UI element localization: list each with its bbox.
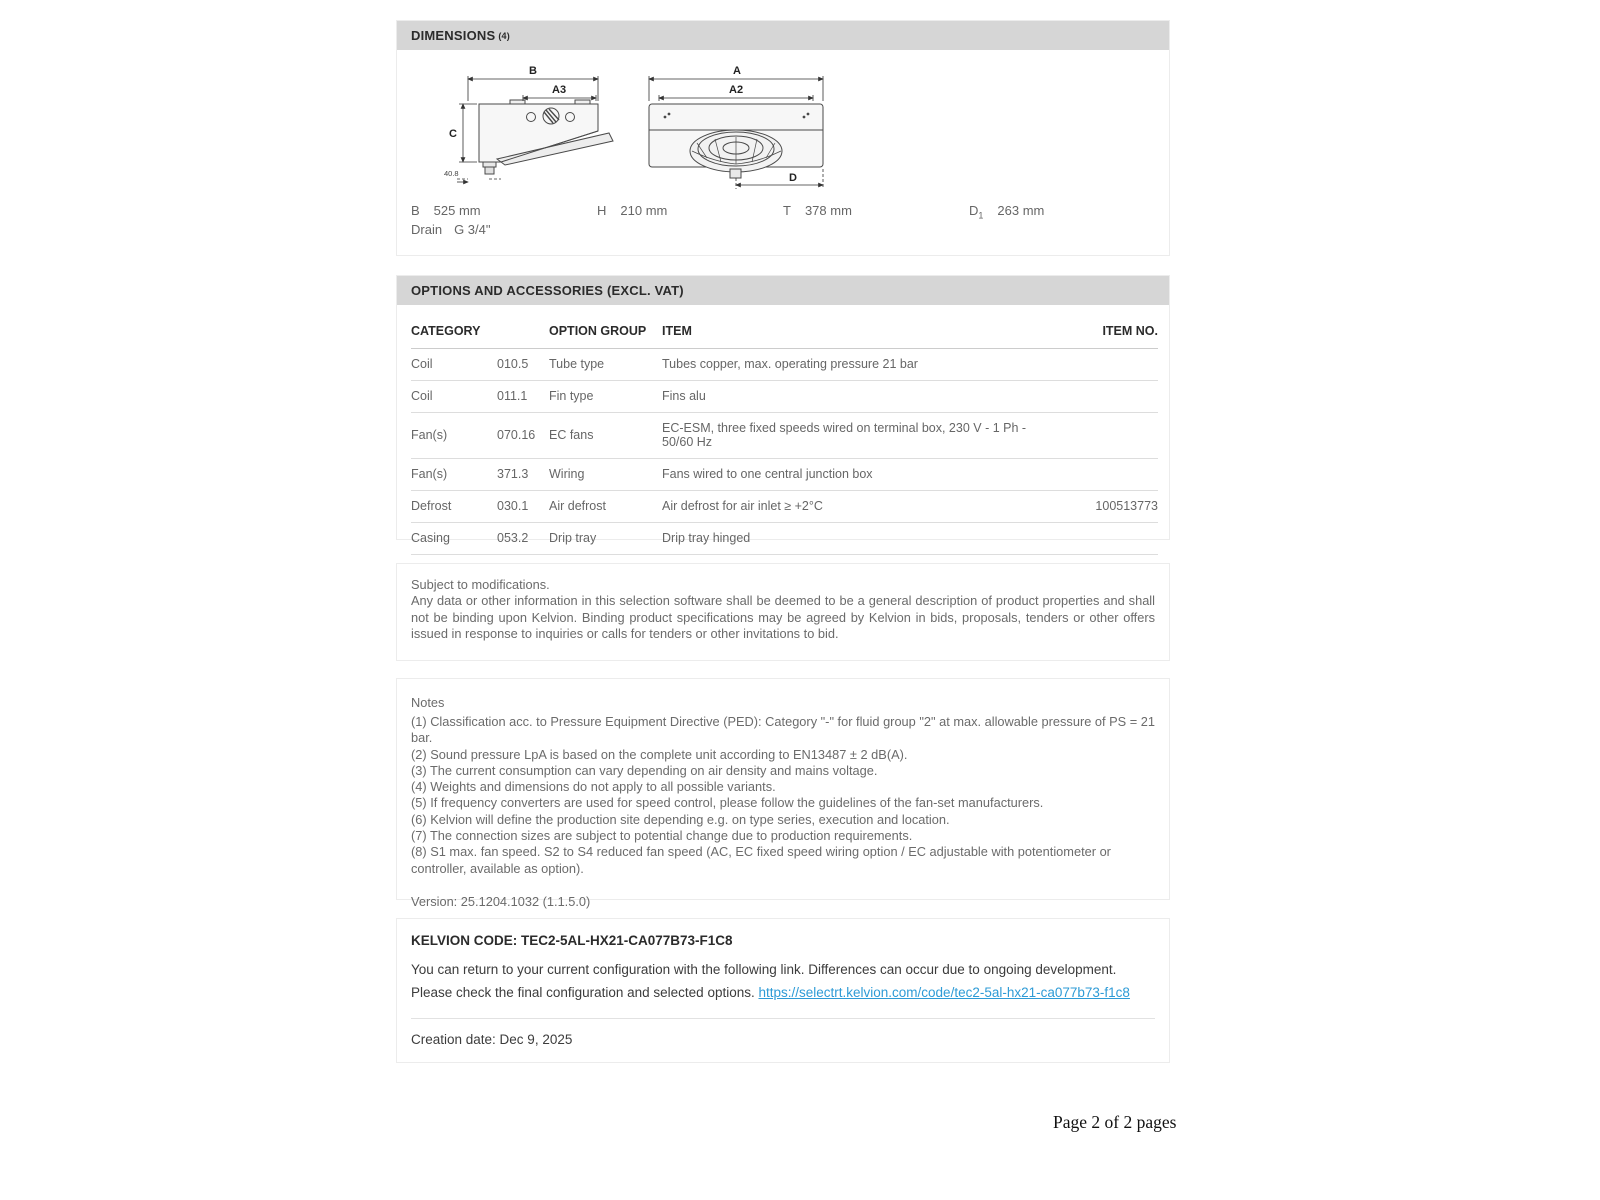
options-table-body — [411, 349, 1158, 555]
dimensions-header — [397, 21, 1169, 50]
cell-item-no — [1053, 381, 1158, 413]
dimension-number: 210 mm — [620, 203, 668, 218]
note-line: (5) If frequency converters are used for speed control, please follow the guidelines of the fan-set manufacturers. — [411, 795, 1044, 811]
table-row — [411, 413, 1158, 459]
cell-option-group: Drip tray — [549, 523, 662, 555]
configuration-link[interactable]: https://selectrt.kelvion.com/code/tec2-5al-hx21-ca077b73-f1c8 — [758, 985, 1130, 1000]
cell-item: Fins alu — [662, 381, 1053, 413]
cell-category: Casing — [411, 523, 497, 555]
cell-code: 070.16 — [497, 413, 549, 459]
table-row — [411, 491, 1158, 523]
note-line: (3) The current consumption can vary depending on air density and mains voltage. — [411, 762, 878, 778]
cell-item-no — [1053, 459, 1158, 491]
options-table — [411, 316, 1158, 555]
cell-item: Air defrost for air inlet ≥ +2°C — [662, 491, 1053, 523]
version-line: Version: 25.1204.1032 (1.1.5.0) — [411, 893, 591, 909]
kelvion-code-text: You can return to your current configuration with the following link. Differences can occur due to ongoing development. Please check the final configuration and selected options. — [411, 962, 1117, 1000]
side-view — [479, 100, 613, 174]
kelvion-code-section — [396, 918, 1170, 1063]
column-code — [497, 316, 549, 349]
notes-section — [396, 678, 1170, 909]
cell-category: Coil — [411, 381, 497, 413]
dim-label-b: B — [529, 65, 537, 77]
cell-option-group: EC fans — [549, 413, 662, 459]
front-view — [649, 104, 823, 178]
drain-size: G 3/4" — [454, 222, 491, 237]
dimension-letter: T — [783, 203, 791, 218]
drain-label: Drain — [411, 222, 443, 237]
cell-item-no — [1053, 349, 1158, 381]
cell-item: Tubes copper, max. operating pressure 21 bar — [662, 349, 1053, 381]
kelvion-divider — [411, 1018, 1155, 1019]
note-line: (1) Classification acc. to Pressure Equipment Directive (PED): Category "-" for fluid group "2" at max. allowable pressure of PS = 21 bar. — [411, 714, 1155, 746]
note-line: (8) S1 max. fan speed. S2 to S4 reduced fan speed (AC, EC fixed speed wiring option / EC adjustable with potentiometer or controller, available as option). — [411, 844, 1111, 876]
cell-option-group: Wiring — [549, 459, 662, 491]
note-line: (4) Weights and dimensions do not apply to all possible variants. — [411, 779, 776, 795]
cell-option-group: Fin type — [549, 381, 662, 413]
dim-label-offset: 40.8 — [444, 169, 459, 178]
notes-list — [411, 714, 1155, 877]
options-section — [396, 275, 1170, 545]
cell-item: Fans wired to one central junction box — [662, 459, 1053, 491]
dimensions-header-footnote: (4) — [498, 30, 510, 41]
table-row — [411, 523, 1158, 555]
options-table-header-row — [411, 316, 1158, 349]
dimension-number: 525 mm — [433, 203, 481, 218]
dim-label-a3: A3 — [552, 84, 567, 96]
dimension-values — [411, 203, 1155, 221]
dimension-letter: B — [411, 203, 420, 218]
cell-category: Defrost — [411, 491, 497, 523]
technical-drawing — [397, 61, 1171, 196]
options-header — [397, 276, 1169, 305]
dimension-number: 378 mm — [804, 203, 852, 218]
kelvion-code-body — [411, 958, 1155, 1004]
dimension-letter: H — [597, 203, 607, 218]
cell-code: 371.3 — [497, 459, 549, 491]
dim-label-a2: A2 — [729, 84, 744, 96]
options-header-label: OPTIONS AND ACCESSORIES (EXCL. VAT) — [411, 283, 684, 298]
note-line: (2) Sound pressure LpA is based on the complete unit according to EN13487 ± 2 dB(A). — [411, 746, 908, 762]
dimension-value — [783, 203, 969, 221]
column-item-no: ITEM NO. — [1053, 316, 1158, 349]
dim-label-a: A — [733, 65, 741, 77]
cell-category: Fan(s) — [411, 413, 497, 459]
cell-code: 011.1 — [497, 381, 549, 413]
table-row — [411, 349, 1158, 381]
dimension-number: 263 mm — [997, 203, 1045, 218]
cell-item-no — [1053, 523, 1158, 555]
notes-title: Notes — [411, 695, 445, 710]
dimensions-section — [396, 20, 1170, 256]
column-item: ITEM — [662, 316, 1053, 349]
column-category: CATEGORY — [411, 316, 497, 349]
creation-date: Creation date: Dec 9, 2025 — [411, 1032, 573, 1047]
note-line: (6) Kelvion will define the production site depending e.g. on type series, execution and location. — [411, 811, 950, 827]
cell-item: Drip tray hinged — [662, 523, 1053, 555]
dim-label-d: D — [789, 172, 797, 184]
cell-category: Fan(s) — [411, 459, 497, 491]
dimension-value — [969, 203, 1155, 221]
note-line: (7) The connection sizes are subject to potential change due to production requirements. — [411, 828, 913, 844]
cell-code: 030.1 — [497, 491, 549, 523]
cell-category: Coil — [411, 349, 497, 381]
drain-value — [411, 222, 491, 237]
disclaimer-section — [396, 563, 1170, 661]
cell-item-no — [1053, 413, 1158, 459]
column-option-group: OPTION GROUP — [549, 316, 662, 349]
cell-option-group: Air defrost — [549, 491, 662, 523]
disclaimer-body: Any data or other information in this selection software shall be deemed to be a general description of product properties and shall not be binding upon Kelvion. Binding product specifications may be agreed by Kelvion in bids, proposals, tenders or other offers issued in response to inquiries or calls for tenders or other invitations to bid. — [411, 593, 1155, 641]
disclaimer-line1: Subject to modifications. — [411, 577, 550, 592]
dimensions-header-label: DIMENSIONS — [411, 28, 496, 43]
unit-cooler-drawing — [397, 61, 1171, 196]
dimension-letter: $D_1$ — [969, 203, 984, 221]
cell-item-no: 100513773 — [1053, 491, 1158, 523]
table-row — [411, 459, 1158, 491]
cell-code: 053.2 — [497, 523, 549, 555]
page-number: Page 2 of 2 pages — [1053, 1112, 1177, 1132]
dim-label-c: C — [449, 128, 457, 140]
dimension-value — [597, 203, 783, 221]
table-row — [411, 381, 1158, 413]
kelvion-code-title: KELVION CODE: TEC2-5AL-HX21-CA077B73-F1C8 — [411, 933, 733, 948]
cell-option-group: Tube type — [549, 349, 662, 381]
cell-item: EC-ESM, three fixed speeds wired on terminal box, 230 V - 1 Ph - 50/60 Hz — [662, 413, 1053, 459]
cell-code: 010.5 — [497, 349, 549, 381]
dimension-value — [411, 203, 597, 221]
